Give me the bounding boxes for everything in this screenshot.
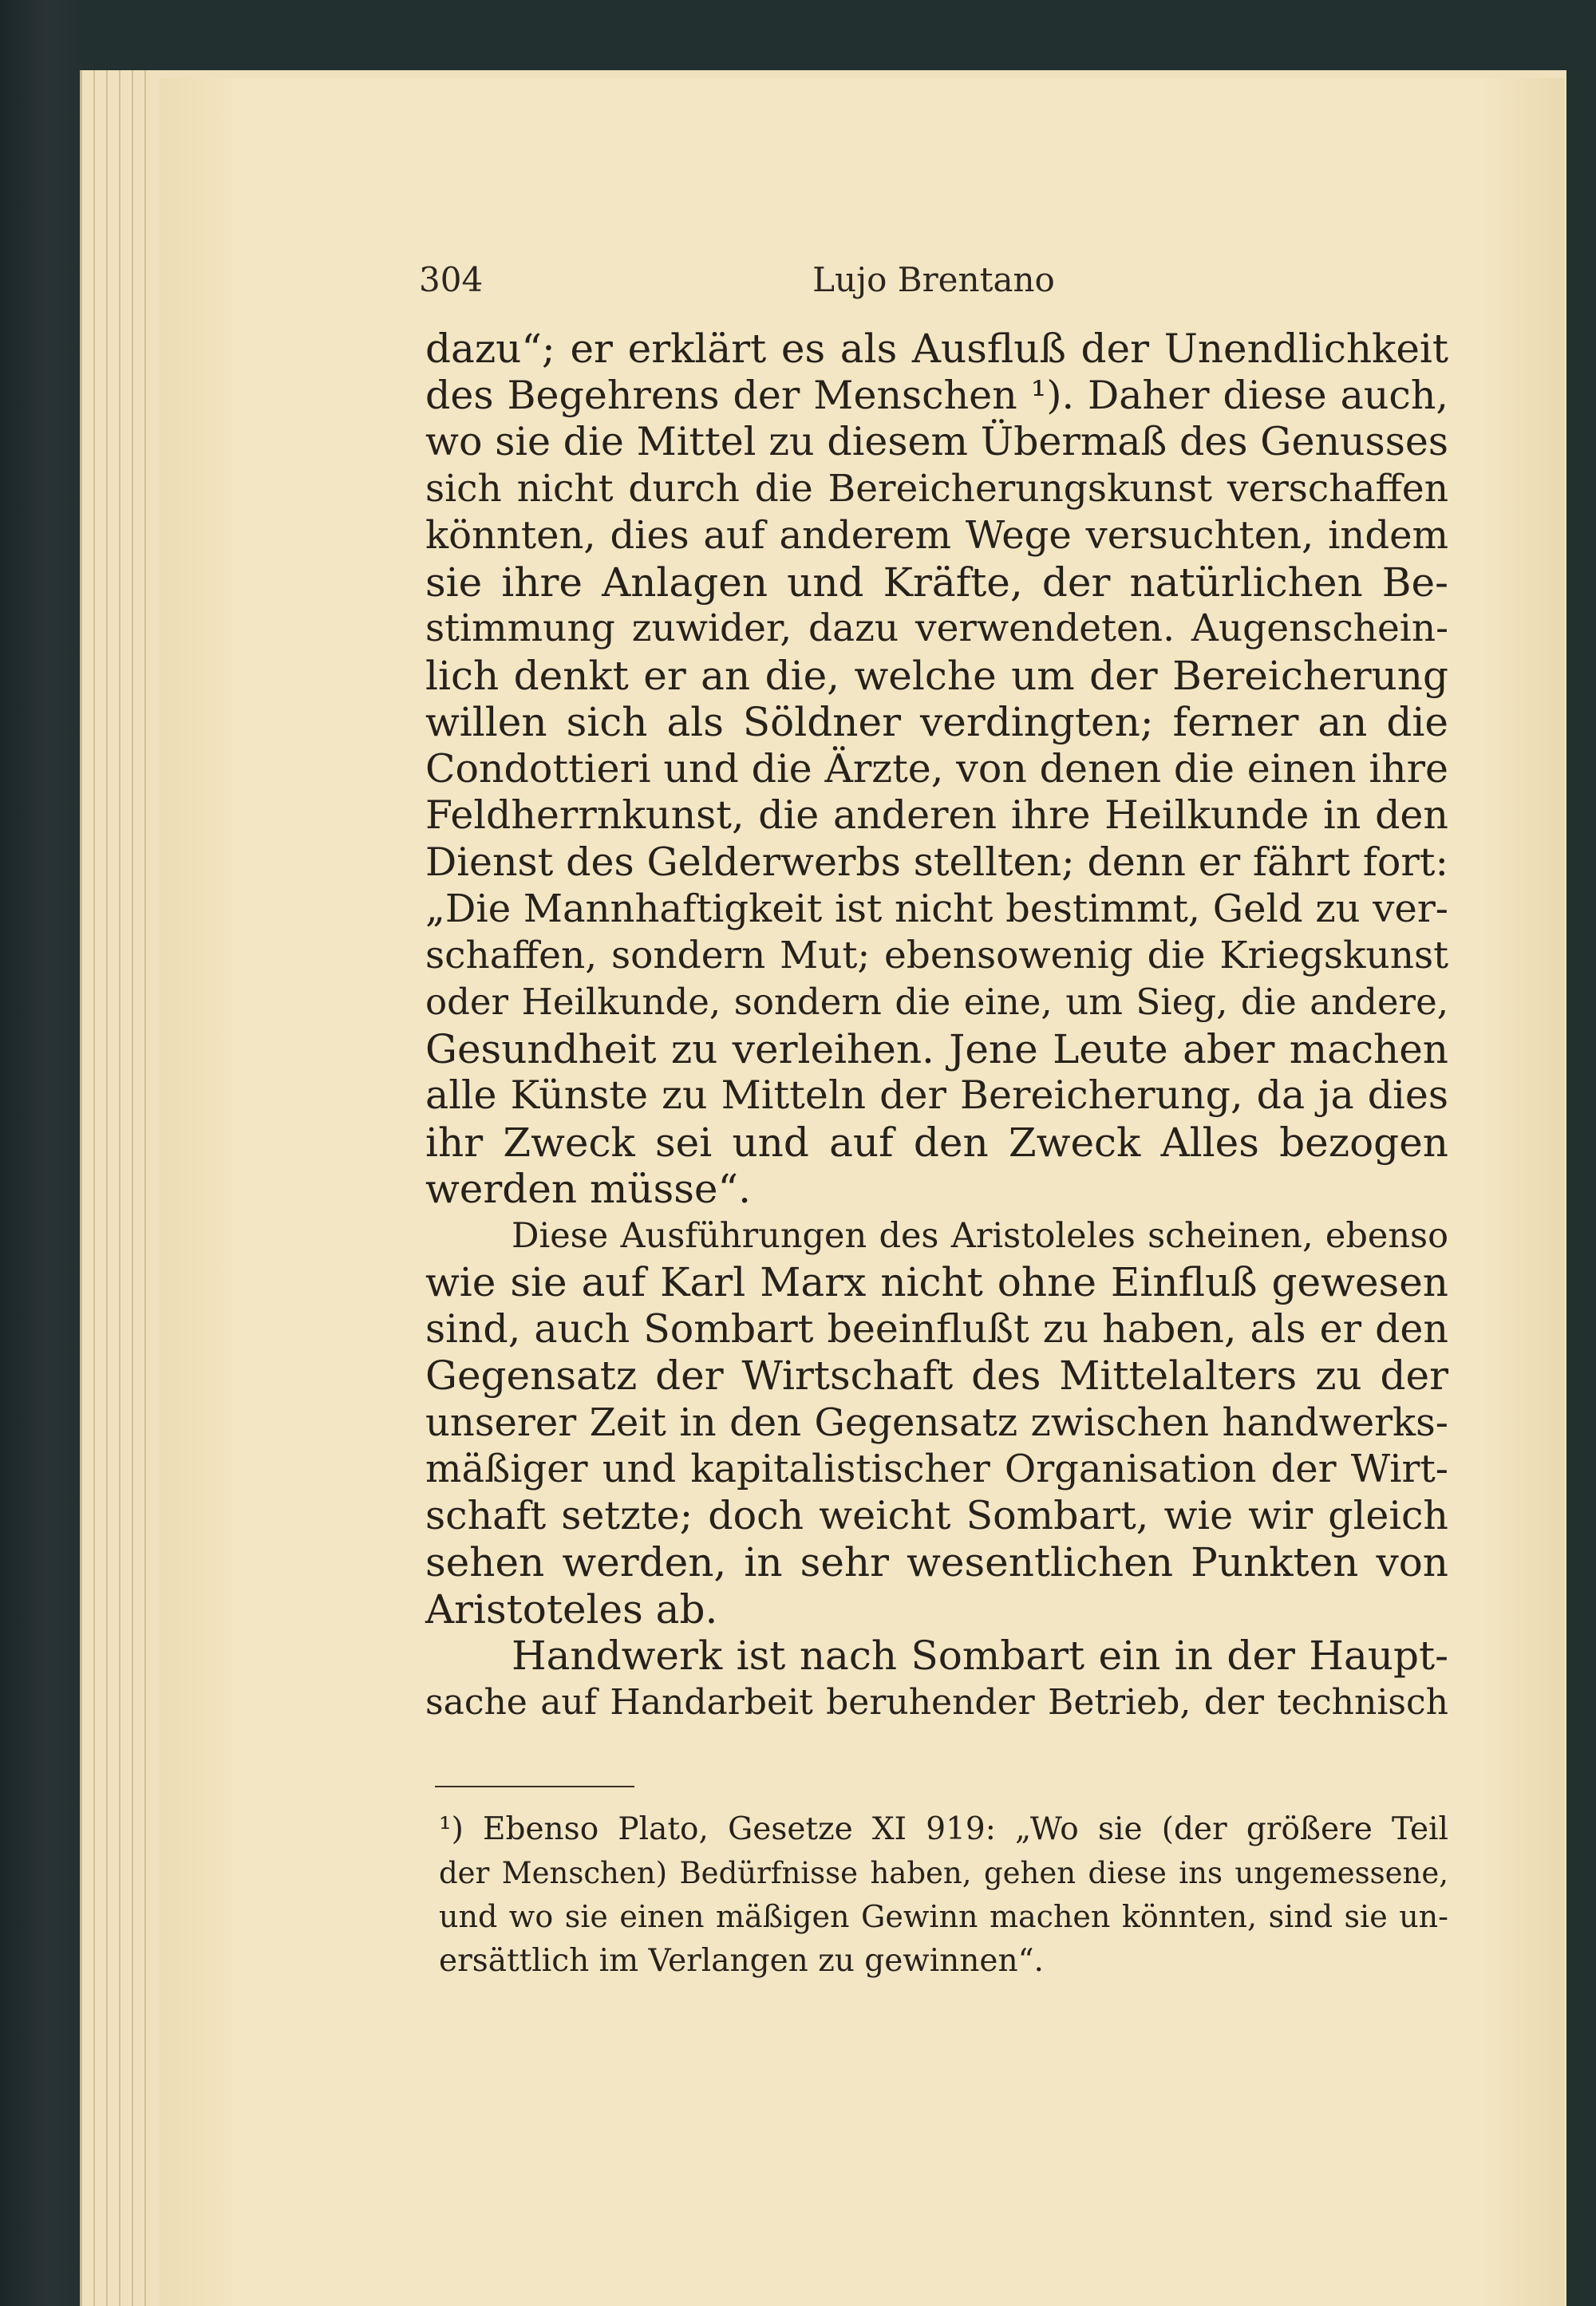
text-line: willen sich als Söldner verdingten; ferner an die bbox=[425, 699, 1448, 745]
text-line: sache auf Handarbeit beruhender Betrieb, der technisch bbox=[425, 1681, 1448, 1723]
text-line: oder Heilkunde, sondern die eine, um Sieg, die andere, bbox=[425, 981, 1448, 1023]
footnote-line: ersättlich im Verlangen zu gewinnen“. bbox=[439, 1943, 1044, 1979]
text-line: werden müsse“. bbox=[425, 1166, 751, 1212]
text-line: sind, auch Sombart beeinflußt zu haben, als er den bbox=[425, 1305, 1448, 1352]
text-line: Handwerk ist nach Sombart ein in der Haupt- bbox=[512, 1633, 1448, 1679]
text-line: alle Künste zu Mitteln der Bereicherung, da ja dies bbox=[425, 1072, 1448, 1118]
text-line: Diese Ausführungen des Aristoleles scheinen, ebenso bbox=[512, 1215, 1448, 1256]
text-line: schaffen, sondern Mut; ebensowenig die Kriegskunst bbox=[425, 933, 1448, 977]
text-line: stimmung zuwider, dazu verwendeten. Augenschein- bbox=[425, 606, 1448, 650]
text-line: „Die Mannhaftigkeit ist nicht bestimmt, Geld zu ver- bbox=[425, 886, 1448, 931]
text-line: Gesundheit zu verleihen. Jene Leute aber machen bbox=[425, 1025, 1448, 1072]
text-line: Dienst des Gelderwerbs stellten; denn er fährt fort: bbox=[425, 839, 1448, 885]
footnote-divider bbox=[435, 1786, 634, 1787]
text-line: wie sie auf Karl Marx nicht ohne Einfluß gewesen bbox=[425, 1259, 1448, 1305]
footnotes bbox=[439, 1807, 1448, 1983]
footnote-line: und wo sie einen mäßigen Gewinn machen könnten, sind sie un- bbox=[439, 1899, 1448, 1934]
text-line: sehen werden, in sehr wesentlichen Punkten von bbox=[425, 1539, 1448, 1585]
text-line: wo sie die Mittel zu diesem Übermaß des Genusses bbox=[425, 419, 1448, 464]
text-line: sich nicht durch die Bereicherungskunst verschaffen bbox=[425, 466, 1448, 511]
text-line: des Begehrens der Menschen ¹). Daher diese auch, bbox=[425, 372, 1448, 418]
text-line: Condottieri und die Ärzte, von denen die einen ihre bbox=[425, 745, 1448, 792]
text-line: Aristoteles ab. bbox=[425, 1585, 718, 1633]
running-head: Lujo Brentano bbox=[812, 260, 1055, 299]
text-line: lich denkt er an die, welche um der Bereicherung bbox=[425, 652, 1448, 699]
text-line: sie ihre Anlagen und Kräfte, der natürlichen Be- bbox=[425, 559, 1448, 606]
text-line: unserer Zeit in den Gegensatz zwischen handwerks- bbox=[425, 1400, 1448, 1445]
page-header bbox=[419, 254, 1448, 310]
text-line: Gegensatz der Wirtschaft des Mittelalters zu der bbox=[425, 1352, 1448, 1399]
page-number: 304 bbox=[419, 260, 484, 299]
text-line: dazu“; er erklärt es als Ausfluß der Unendlichkeit bbox=[425, 326, 1448, 372]
text-line: schaft setzte; doch weicht Sombart, wie wir gleich bbox=[425, 1492, 1448, 1538]
body-text bbox=[425, 326, 1448, 1726]
footnote-line: der Menschen) Bedürfnisse haben, gehen diese ins ungemessene, bbox=[439, 1856, 1448, 1890]
text-line: ihr Zweck sei und auf den Zweck Alles bezogen bbox=[425, 1119, 1448, 1166]
text-line: Feldherrnkunst, die anderen ihre Heilkunde in den bbox=[425, 792, 1448, 838]
text-line: mäßiger und kapitalistischer Organisation der Wirt- bbox=[425, 1447, 1448, 1491]
footnote-line: ¹) Ebenso Plato, Gesetze XI 919: „Wo sie (der größere Teil bbox=[439, 1811, 1448, 1847]
text-line: könnten, dies auf anderem Wege versuchten, indem bbox=[425, 513, 1448, 558]
